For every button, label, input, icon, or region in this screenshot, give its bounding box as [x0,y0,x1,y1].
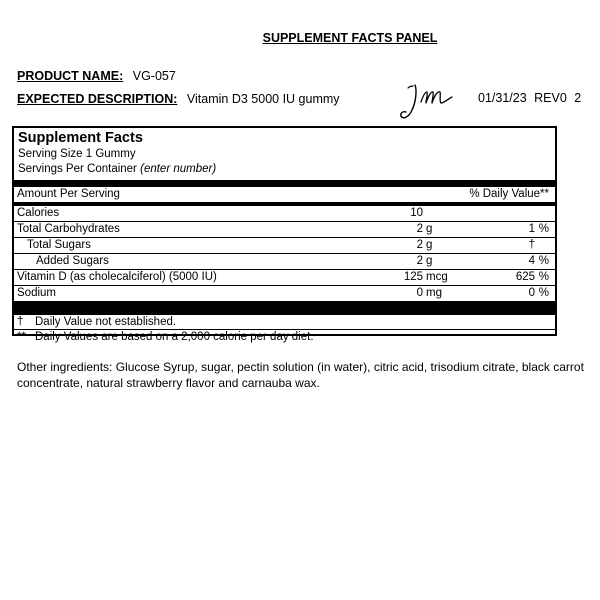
nutrient-unit: mcg [426,271,448,283]
footnote-symbol: † [17,316,24,328]
expected-description-line [17,92,340,106]
table-row [14,253,555,269]
amount-header-row [14,187,555,202]
approval-date: 01/31/23 [478,91,527,105]
nutrient-name: Sodium [17,287,56,299]
nutrient-amount: 2 [416,239,423,251]
nutrient-amount: 10 [410,207,423,219]
nutrient-unit: g [426,223,433,235]
footnote-text: Daily Values are based on a 2,000 calorie per day diet. [35,331,314,343]
revision-number: 2 [574,91,582,105]
handwritten-signature [397,80,457,122]
nutrient-name: Calories [17,207,60,219]
daily-value-header: % Daily Value** [469,188,549,200]
expected-description-label: EXPECTED DESCRIPTION: [17,92,178,106]
amount-per-serving-header: Amount Per Serving [17,188,120,200]
nutrient-daily-value: 0 % [528,287,549,299]
nutrient-amount: 2 [416,223,423,235]
footnote [14,329,555,344]
product-name-value: VG-057 [132,69,176,83]
nutrient-amount: 125 [403,271,423,283]
footnote-text: Daily Value not established. [35,316,177,328]
nutrient-unit: g [426,255,433,267]
facts-title: Supplement Facts [18,130,143,146]
footnote [14,315,555,329]
table-row [14,285,555,301]
thick-divider [14,301,555,315]
servings-per-container-label: Servings Per Container [18,163,137,175]
nutrient-daily-value: 1 % [528,223,549,235]
nutrient-daily-value: 625 % [515,271,549,283]
facts-header [14,128,555,177]
servings-per-container-value: (enter number) [140,163,217,175]
expected-description-value: Vitamin D3 5000 IU gummy [186,92,340,106]
nutrient-name: Vitamin D (as cholecalciferol) (5000 IU) [17,271,217,283]
supplement-facts-table [12,126,557,343]
approval-date-rev [478,91,581,105]
nutrient-daily-value: 4 % [528,255,549,267]
thick-divider [14,180,555,187]
footnote-symbol: ** [17,331,26,343]
serving-size: Serving Size 1 Gummy [18,148,136,160]
nutrient-unit: mg [426,287,442,299]
nutrient-amount: 2 [416,255,423,267]
nutrient-daily-value: † [528,239,535,251]
servings-per-container [18,162,551,177]
nutrient-amount: 0 [416,287,423,299]
product-name-label: PRODUCT NAME: [17,69,124,83]
table-row [14,237,555,253]
nutrient-name: Added Sugars [36,255,109,267]
table-row [14,206,555,221]
product-name-line [17,69,176,83]
nutrient-unit: g [426,239,433,251]
table-row [14,221,555,237]
panel-title: SUPPLEMENT FACTS PANEL [262,31,438,45]
table-row [14,269,555,285]
nutrient-name: Total Carbohydrates [17,223,120,235]
revision-label: REV0 [534,91,567,105]
nutrient-name: Total Sugars [27,239,91,251]
other-ingredients: Other ingredients: Glucose Syrup, sugar, pectin solution (in water), citric acid, trisodium citrate, black carrot concentrate, natural strawberry flavor and carnauba wax. [17,360,584,390]
